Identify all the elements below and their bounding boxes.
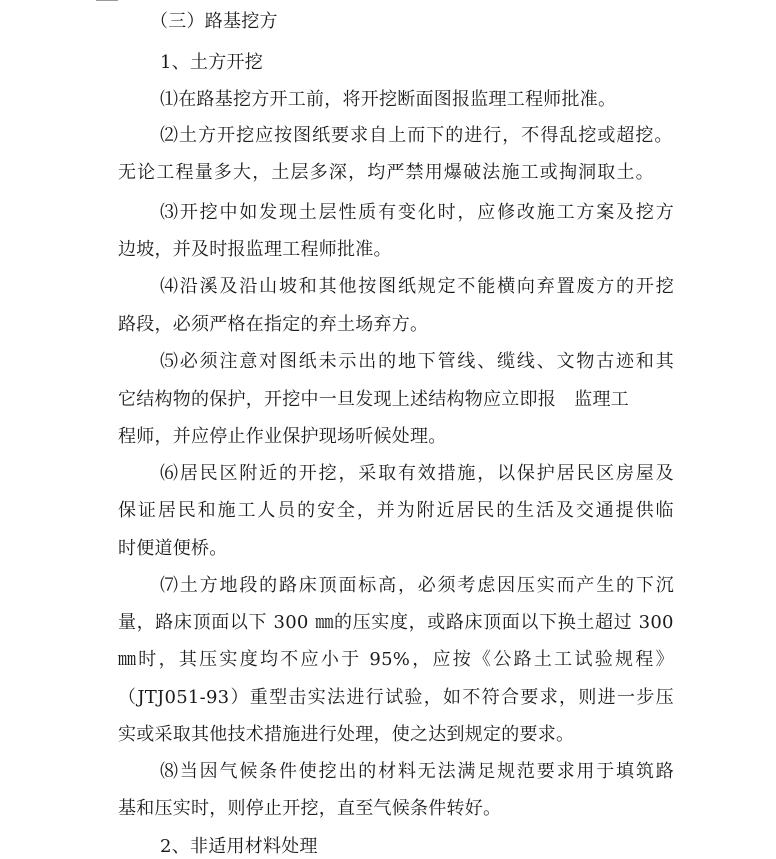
paragraph-line: ⑸ 必 须 注 意 对 图 纸 未 示 出 的 地 下 管 线 、 缆 线 、 文 物 古 迹 和 其 <box>160 351 674 372</box>
paragraph-line: ⑺ 土 方 地 段 的 路 床 顶 面 标 高 ， 必 须 考 虑 因 压 实 而 产 生 的 下 沉 <box>160 575 674 596</box>
paragraph-line: 实或采取其他技术措施进行处理，使之达到规定的要求。 <box>118 724 575 745</box>
paragraph-line: 无 论 工 程 量 多 大 ， 土 层 多 深 ， 均 严 禁 用 爆 破 法 施 工 或 掏 洞 取 土 。 <box>118 162 654 183</box>
paragraph-line: ⑴在路基挖方开工前，将开挖断面图报监理工程师批准。 <box>160 89 617 110</box>
paragraph-line: 基和压实时，则停止开挖，直至气候条件转好。 <box>118 798 502 819</box>
paragraph-line: 保 证 居 民 和 施 工 人 员 的 安 全 ， 并 为 附 近 居 民 的 生 活 及 交 通 提 供 临 <box>118 500 674 521</box>
paragraph-line: ⑻ 当 因 气 候 条 件 使 挖 出 的 材 料 无 法 满 足 规 范 要 求 用 于 填 筑 路 <box>160 761 674 782</box>
paragraph-line: ⑷ 沿 溪 及 沿 山 坡 和 其 他 按 图 纸 规 定 不 能 横 向 弃 置 废 方 的 开 挖 <box>160 276 674 297</box>
paragraph-line: ⑵ 土 方 开 挖 应 按 图 纸 要 求 自 上 而 下 的 进 行 ， 不 得 乱 挖 或 超 挖 。 <box>160 125 673 146</box>
paragraph-line: ⑹ 居 民 区 附 近 的 开 挖 ， 采 取 有 效 措 施 ， 以 保 护 居 民 区 房 屋 及 <box>160 463 674 484</box>
paragraph-line: 路段，必须严格在指定的弃土场弃方。 <box>118 314 429 335</box>
paragraph-line: ⑶ 开 挖 中 如 发 现 土 层 性 质 有 变 化 时 ， 应 修 改 施 工 方 案 及 挖 方 <box>160 202 674 223</box>
section-heading: （三）路基挖方 <box>150 11 278 32</box>
paragraph-line: 程师，并应停止作业保护现场听候处理。 <box>118 426 447 447</box>
paragraph-line: 量 ， 路 床 顶 面 以 下 300 ㎜ 的 压 实 度 ， 或 路 床 顶 面 以 下 换 土 超 过 300 <box>118 612 674 633</box>
paragraph-line: 边坡，并及时报监理工程师批准。 <box>118 239 392 260</box>
subsection-heading: 1、土方开挖 <box>160 52 263 73</box>
subsection-heading: 2、非适用材料处理 <box>160 836 318 857</box>
paragraph-line: 时便道便桥。 <box>118 538 228 559</box>
paragraph-line: 它结构物的保护，开挖中一旦发现上述结构物应立即报 监理工 <box>118 389 629 410</box>
page-corner-mark <box>96 0 118 1</box>
paragraph-line: ㎜ 时 ， 其 压 实 度 均 不 应 小 于 95% ， 应 按 《 公 路 土 工 试 验 规 程 》 <box>118 649 674 670</box>
paragraph-line: （ JTJ051-93 ） 重 型 击 实 法 进 行 试 验 ， 如 不 符 合 要 求 ， 则 进 一 步 压 <box>118 687 674 708</box>
